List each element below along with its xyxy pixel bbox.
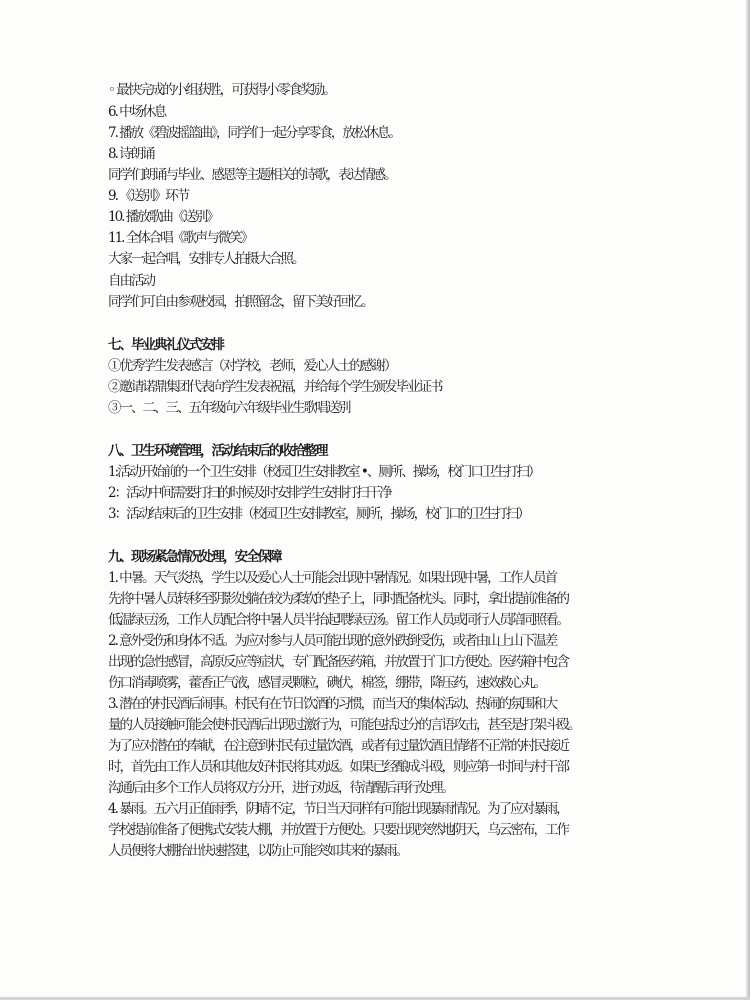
scan-edge (746, 0, 750, 1000)
paragraph-line: 伤口消毒喷雾，藿香正气液，感冒灵颗粒，碘伏，棉签，绷带，降压药，速效救心丸。 (108, 675, 545, 691)
list-item: ③一、二、三、五年级向六年级毕业生歌唱送别 (108, 400, 350, 416)
section-heading-hygiene: 八、卫生环境管理，活动结束后的收拾整理 (108, 443, 327, 459)
section-heading-ceremony: 七、毕业典礼仪式安排 (108, 337, 223, 353)
list-item: 2：活动中间需要打扫的时候及时安排学生安排打扫干净 (108, 485, 391, 501)
paragraph-line: 为了应对潜在的奉献，在注意到村民有过量饮酒，或者有过量饮酒且情绪不正常的村民接近 (108, 738, 568, 754)
paragraph-line: 先将中暑人员转移至阴影处躺在较为柔软的垫子上，同时配备枕头。同时，拿出提前准备的 (108, 591, 568, 607)
paragraph-line: 1. 中暑。天气炎热，学生以及爱心人士可能会出现中暑情况。如果出现中暑，工作人员首 (108, 570, 557, 586)
paragraph-line: 时，首先由工作人员和其他友好村民将其劝返。如果已经酿成斗殴，则应第一时间与村干部 (108, 759, 568, 775)
paragraph-line: 出现的急性感冒，高原反应等症状，专门配备医药箱，并放置于门口方便处。医药箱中包含 (108, 654, 568, 670)
list-item: 自由活动 (108, 273, 154, 289)
list-item: ①优秀学生发表感言（对学校，老师，爱心人士的感谢） (108, 358, 396, 374)
list-item: ②邀请诺鼎集团代表向学生发表祝福，并给每个学生颁发毕业证书 (108, 379, 442, 395)
list-item: 6. 中场休息 (108, 104, 166, 120)
list-item: 11. 全体合唱《歌声与微笑》 (108, 230, 253, 246)
list-item: 同学们朗诵与毕业、感恩等主题相关的诗歌，表达情感。 (108, 167, 396, 183)
list-item: 8. 诗朗诵 (108, 146, 154, 162)
paragraph-line: 低温绿豆汤，工作人员配合将中暑人员半抬起喂绿豆汤。留工作人员或同行人员陪同照看。 (108, 612, 568, 628)
paragraph-line: 4. 暴雨。五六月正值雨季，阴晴不定，节日当天同样有可能出现暴雨情况。为了应对暴雨， (108, 801, 568, 817)
list-item: 1:活动开始前的一个卫生安排（校园卫生安排教室 •、厕所、操场，校门口卫生打扫） (108, 464, 540, 480)
paragraph-line: 量的人员接触可能会使村民酒后出现过激行为，可能包括过分的言语攻击，甚至是打架斗殴。 (108, 717, 580, 733)
section-heading-emergency: 九、现场紧急情况处理，安全保障 (108, 549, 281, 565)
list-item: 9. 《送别》环节 (108, 188, 189, 204)
paragraph-line: 人员便将大棚抬出快速搭建，以防止可能突如其来的暴雨。 (108, 843, 407, 859)
paragraph-line: 2. 意外受伤和身体不适。为应对参与人员可能出现的意外跌倒受伤，或者由山上山下温差 (108, 633, 557, 649)
list-item: 7. 播放《碧波摇篮曲》，同学们一起分享零食，放松休息。 (108, 125, 400, 141)
list-item: 10. 播放歌曲《送别》 (108, 209, 218, 225)
list-item: 大家一起合唱，安排专人拍摄大合照。 (108, 251, 304, 267)
list-item: 3：活动结束后的卫生安排（校园卫生安排教室，厕所，操场，校门口的卫生打扫） (108, 506, 529, 522)
list-item: ◦ 最快完成的小组获胜，可获得小零食奖励。 (108, 82, 335, 98)
paragraph-line: 3. 潜在的村民酒后闹事。村民有在节日饮酒的习惯，而当天的集体活动、热闹的氛围和大 (108, 696, 557, 712)
paragraph-line: 沟通后由多个工作人员将双方分开，进行劝返，待清醒后再行处理。 (108, 780, 453, 796)
list-item: 同学们可自由参观校园，拍照留念，留下美好回忆。 (108, 294, 373, 310)
paragraph-line: 学校提前准备了便携式安装大棚，并放置于方便处。只要出现突然地阴天，乌云密布，工作 (108, 822, 568, 838)
